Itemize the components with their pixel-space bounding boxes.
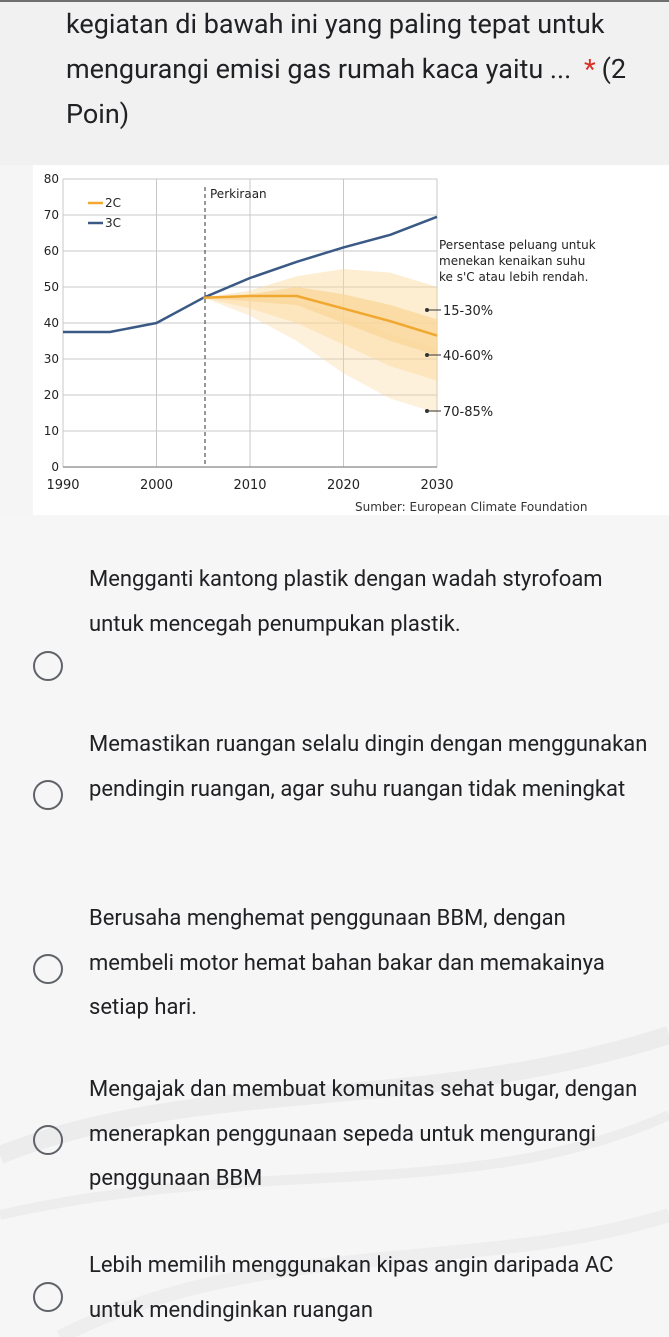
question-body: kegiatan di bawah ini yang paling tepat untuk mengurangi emisi gas rumah kaca yaitu ...	[66, 8, 605, 85]
y-tick-label: 80	[43, 172, 59, 186]
points-label: (2 Poin)	[66, 53, 627, 130]
radio-button[interactable]	[33, 780, 63, 810]
band-note: Persentase peluang untuk menekan kenaikan suhu ke s'C atau lebih rendah.	[439, 238, 596, 284]
x-tick-label: 2030	[420, 478, 454, 493]
y-tick-label: 50	[43, 280, 59, 294]
y-tick-label: 70	[43, 208, 59, 222]
x-tick-label: 2020	[326, 478, 361, 493]
band-label-15-30: 15-30%	[443, 304, 494, 319]
y-tick-label: 40	[43, 316, 59, 330]
radio-button[interactable]	[33, 1282, 63, 1312]
option-label: Berusaha menghemat penggunaan BBM, dengan membeli motor hemat bahan bakar dan memakainya setiap hari.	[89, 906, 605, 1020]
option-label: Mengganti kantong plastik dengan wadah styrofoam untuk mencegah penumpukan plastik.	[89, 567, 603, 637]
projection-label: Perkiraan	[210, 187, 267, 201]
required-mark: *	[584, 53, 596, 85]
chart-source: Sumber: European Climate Foundation	[355, 500, 588, 514]
question-header	[0, 0, 669, 165]
legend-3c-label: 3C	[105, 216, 122, 230]
y-tick-label: 20	[43, 388, 59, 402]
radio-button[interactable]	[33, 651, 63, 681]
option-label: Lebih memilih menggunakan kipas angin daripada AC untuk mendinginkan ruangan	[89, 1253, 614, 1323]
radio-button[interactable]	[33, 954, 63, 984]
legend-2c-label: 2C	[105, 196, 122, 210]
chart-figure	[33, 165, 669, 515]
y-tick-label: 60	[43, 244, 59, 258]
band-label-70-85: 70-85%	[443, 405, 494, 420]
chart-bands	[203, 269, 437, 413]
option-label: Mengajak dan membuat komunitas sehat bugar, dengan menerapkan penggunaan sepeda untuk mengurangi penggunaan BBM	[89, 1077, 638, 1191]
top-divider	[0, 0, 669, 2]
band-label-40-60: 40-60%	[443, 349, 494, 364]
y-tick-label: 30	[43, 352, 59, 366]
y-tick-label: 10	[43, 424, 59, 438]
options-area	[0, 515, 669, 1337]
option-label: Memastikan ruangan selalu dingin dengan menggunakan pendingin ruangan, agar suhu ruangan tidak meningkat	[89, 732, 648, 802]
y-tick-label: 0	[51, 460, 59, 474]
question-text	[66, 2, 656, 137]
x-tick-label: 2000	[139, 478, 174, 493]
x-tick-label: 1990	[46, 478, 80, 493]
x-tick-label: 2010	[233, 478, 267, 493]
emission-chart	[33, 165, 669, 515]
radio-button[interactable]	[33, 1125, 63, 1155]
